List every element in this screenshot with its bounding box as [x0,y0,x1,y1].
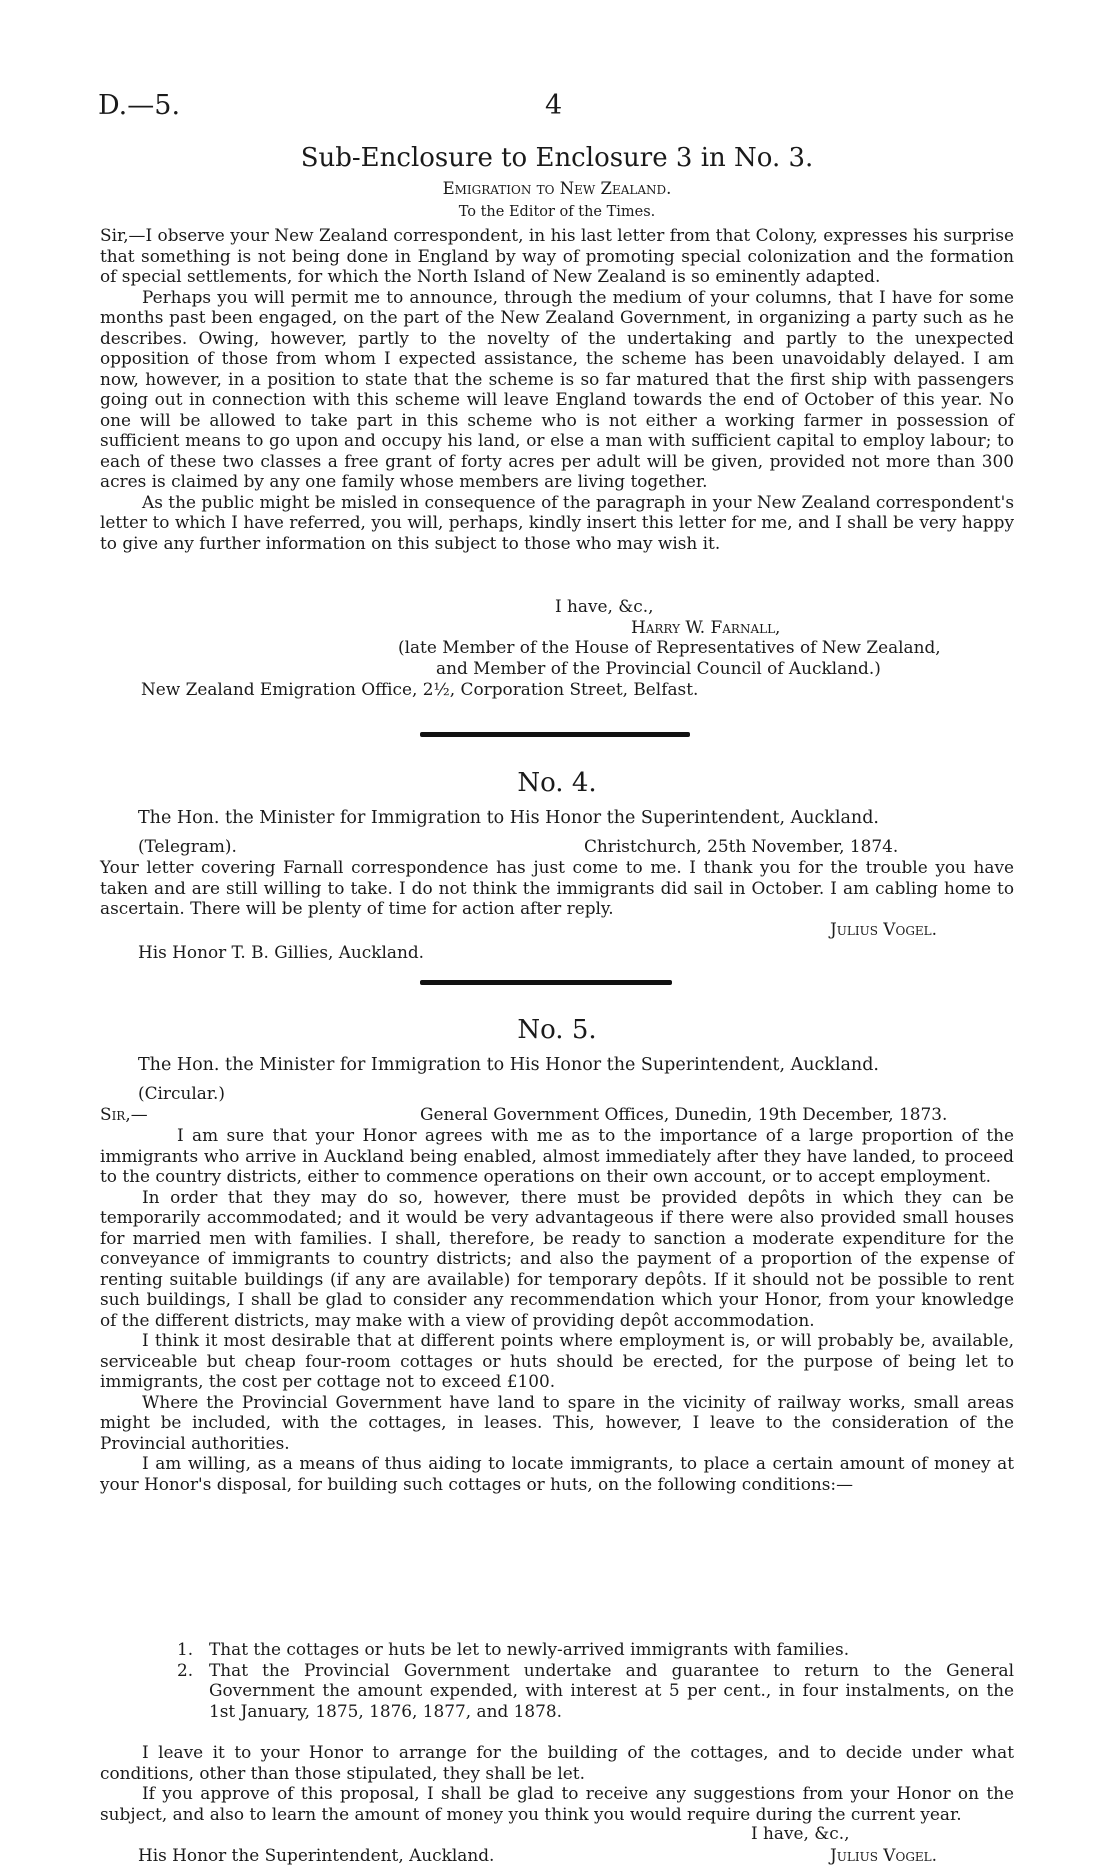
letter-paragraph: I am willing, as a means of thus aiding to locate immigrants, to place a certain amount of money at your Honor's disposal, for building such cottages or huts, on the following conditions:— [100,1453,1014,1494]
no4-body: Your letter covering Farnall correspondence has just come to me. I thank you for the trouble you have taken and are still willing to take. I do not think the immigrants did sail in October. I am cabling home to ascertain. There will be plenty of time for action after reply. [100,857,1014,918]
list-item [177,1639,1014,1660]
sub-enclosure-title: Sub-Enclosure to Enclosure 3 in No. 3. [300,143,814,173]
list-item [177,1660,1014,1722]
no4-signature: Julius Vogel. [830,919,938,939]
document-series-number: D.—5. [98,90,181,121]
no4-heading: The Hon. the Minister for Immigration to His Honor the Superintendent, Auckland. [138,808,879,828]
sub-enclosure-letter [100,225,1014,553]
no5-recipient: His Honor the Superintendent, Auckland. [138,1845,495,1865]
sub-enclosure-subtitle: Emigration to New Zealand. [442,179,672,198]
no5-place-date: General Government Offices, Dunedin, 19th December, 1873. [420,1104,948,1124]
no5-salutation: Sir,— [100,1104,148,1124]
no4-title: No. 4. [517,768,597,798]
no4-type: (Telegram). [138,836,237,856]
letter-paragraph: I leave it to your Honor to arrange for the building of the cottages, and to decide under what conditions, other than those stipulated, they shall be let. [100,1742,1014,1783]
list-item-text: That the Provincial Government undertake and guarantee to return to the General Government the amount expended, with interest at 5 per cent., in four instalments, on the 1st January, 1875, 1876, 1877, and 1878. [209,1659,1014,1721]
signature-note: and Member of the Provincial Council of Auckland.) [436,658,881,678]
no5-heading: The Hon. the Minister for Immigration to His Honor the Superintendent, Auckland. [138,1055,879,1075]
letter-paragraph: I think it most desirable that at different points where employment is, or will probably be, available, serviceable but cheap four-room cottages or huts should be erected, for the purpose of being let to immigrants, the cost per cottage not to exceed £100. [100,1330,1014,1391]
signature-note: (late Member of the House of Representatives of New Zealand, [398,637,941,657]
page-number: 4 [545,90,563,121]
no5-letter-end [100,1742,1014,1824]
sender-address: New Zealand Emigration Office, 2½, Corporation Street, Belfast. [141,679,699,699]
no4-recipient: His Honor T. B. Gillies, Auckland. [138,942,425,962]
list-item-number: 2. [177,1659,194,1680]
no4-place-date: Christchurch, 25th November, 1874. [584,836,899,856]
section-divider [420,980,672,985]
letter-signature: Harry W. Farnall, [631,617,781,637]
no5-title: No. 5. [517,1015,597,1045]
list-item-number: 1. [177,1639,194,1659]
conditions-list [177,1639,1014,1721]
list-item-text: That the cottages or huts be let to newly-arrived immigrants with families. [209,1639,850,1659]
letter-paragraph: Perhaps you will permit me to announce, through the medium of your columns, that I have for some months past been engaged, on the part of the New Zealand Government, in organizing a party such as he describes. Owing, however, partly to the novelty of the undertaking and partly to the unexpected opposition of those from whom I expected assistance, the scheme has been unavoidably delayed. I am now, however, in a position to state that the scheme is so far matured that the first ship with passengers going out in connection with this scheme will leave England towards the end of October of this year. No one will be allowed to take part in this scheme who is not either a working farmer in possession of sufficient means to go upon and occupy his land, or else a man with sufficient capital to employ labour; to each of these two classes a free grant of forty acres per adult will be given, provided not more than 300 acres is claimed by any one family whose members are living together. [100,286,1014,491]
letter-paragraph: If you approve of this proposal, I shall be glad to receive any suggestions from your Honor on the subject, and also to learn the amount of money you think you would require during the current year. [100,1783,1014,1824]
letter-paragraph: As the public might be misled in consequence of the paragraph in your New Zealand correspondent's letter to which I have referred, you will, perhaps, kindly insert this letter for me, and I shall be very happy to give any further information on this subject to those who may wish it. [100,491,1014,553]
no5-letter [100,1125,1014,1494]
no5-signature: Julius Vogel. [830,1845,938,1865]
letter-paragraph: I am sure that your Honor agrees with me as to the importance of a large proportion of the immigrants who arrive in Auckland being enabled, almost immediately after they have landed, to proceed to the country districts, either to commence operations on their own account, or to accept employment. [100,1125,1014,1186]
section-divider [420,732,690,737]
letter-closing: I have, &c., [555,596,654,616]
letter-paragraph: Sir,—I observe your New Zealand correspondent, in his last letter from that Colony, expresses his surprise that something is not being done in England by way of promoting special colonization and the formation of special settlements, for which the North Island of New Zealand is so eminently adapted. [100,225,1014,286]
no5-type: (Circular.) [138,1083,225,1103]
no5-closing: I have, &c., [751,1823,850,1843]
letter-paragraph: In order that they may do so, however, there must be provided depôts in which they can be temporarily accommodated; and it would be very advantageous if there were also provided small houses for married men with families. I shall, therefore, be ready to sanction a moderate expenditure for the conveyance of immigrants to country districts; and also the payment of a proportion of the expense of renting suitable buildings (if any are available) for temporary depôts. If it should not be possible to rent such buildings, I shall be glad to consider any recommendation which your Honor, from your knowledge of the different districts, may make with a view of providing depôt accommodation. [100,1186,1014,1330]
letter-paragraph: Where the Provincial Government have land to spare in the vicinity of railway works, small areas might be included, with the cottages, in leases. This, however, I leave to the consideration of the Provincial authorities. [100,1391,1014,1453]
sub-enclosure-addressee: To the Editor of the Times. [458,204,656,220]
